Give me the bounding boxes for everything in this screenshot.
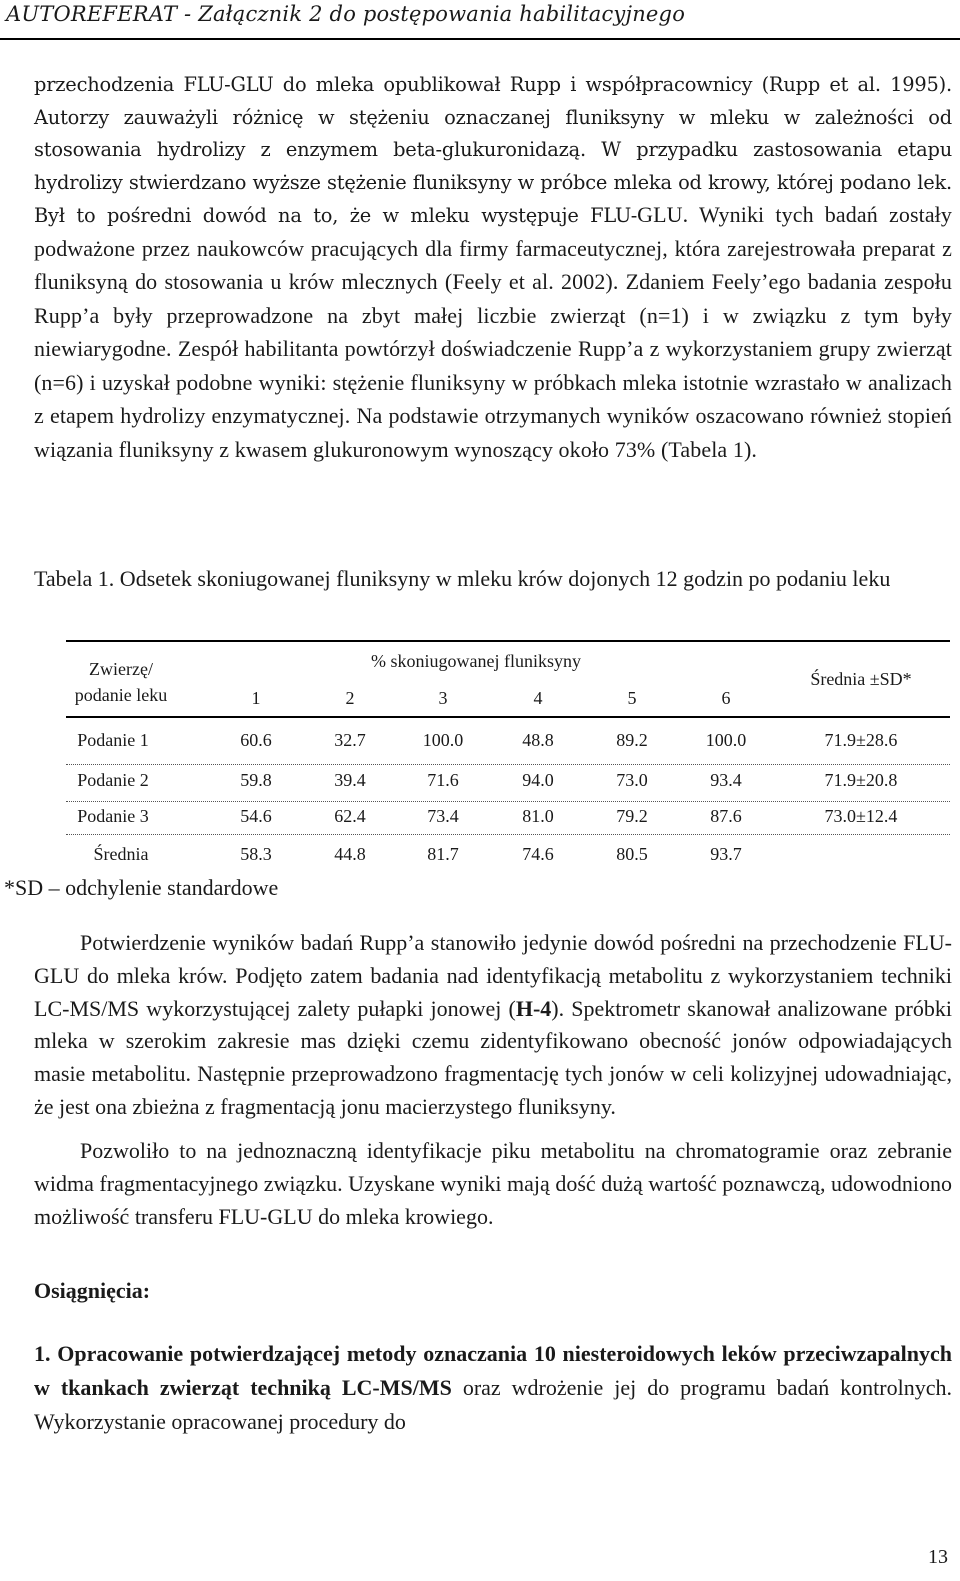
table-cell: 87.6 (710, 806, 742, 826)
row-label: Średnia (93, 844, 149, 864)
animal-header: 1 (251, 688, 261, 708)
table-cell: 58.3 (240, 844, 272, 864)
table-caption: Tabela 1. Odsetek skoniugowanej fluniksyny w mleku krów dojonych 12 godzin po podaniu leku (34, 566, 891, 591)
achievement-item (34, 1337, 952, 1439)
animal-header: 5 (627, 688, 637, 708)
table-cell: 59.8 (240, 770, 272, 790)
row-label: Podanie 3 (77, 806, 149, 826)
row-divider (66, 834, 950, 835)
table-cell: 80.5 (616, 844, 648, 864)
table-mean: 71.9±20.8 (824, 770, 898, 790)
intro-text: przechodzenia FLU-GLU do mleka opublikował Rupp i współpracownicy (Rupp et al. 1995). Autorzy zauważyli różnicę w stężeniu oznaczanej fluniksyny w mleku w zależności od stosowania hydrolizy z enzymem beta-glukuronidazą. W przypadku zastosowania etapu hydrolizy stwierdzano wyższe stężenie fluniksyny w próbce mleka od krowy, której podano lek. Był to pośredni dowód na to, że w mleku występuje FLU- (34, 73, 952, 227)
table-cell: 60.6 (240, 730, 272, 750)
mean-header: Średnia ±SD* (810, 669, 912, 689)
paragraph-identification: Pozwoliło to na jednoznaczną identyfikacje piku metabolitu na chromatogramie oraz zebranie widma fragmentacyjnego związku. Uzyskane wyniki mają dość dużą wartość poznawczą, udowodniono możliwość transferu FLU-GLU do mleka krowiego. (34, 1138, 952, 1229)
row-header: Zwierzę/ podanie leku (74, 659, 168, 705)
paragraph-confirmation (34, 927, 952, 1124)
table-cell: 54.6 (240, 806, 272, 826)
item-number: 1. (34, 1341, 51, 1366)
achievements-heading: Osiągnięcia: (34, 1278, 151, 1303)
table-cell: 100.0 (705, 730, 747, 750)
table-cell: 48.8 (522, 730, 554, 750)
table-top-rule (66, 640, 950, 642)
data-table (66, 640, 950, 868)
table-cell: 93.4 (710, 770, 742, 790)
animal-header: 4 (533, 688, 543, 708)
row-divider (66, 764, 950, 765)
table-cell: 89.2 (616, 730, 648, 750)
table-cell: 100.0 (422, 730, 464, 750)
group-header: % skoniugowanej fluniksyny (371, 651, 581, 671)
paragraph-text: ). Spektrometr skanował analizowane próbki mleka w szerokim zakresie mas dzięki czemu zidentyfikowano obecność jonów odpowiadających masie metabolitu. Następnie przeprowadzono fragmentację tych jonów w celi kolizyjnej udowadniając, że jest ona zbieżna z fragmentacją jonu macierzystego fluniksyny. (34, 995, 952, 1119)
table-cell: 81.7 (427, 844, 459, 864)
row-label: Podanie 1 (77, 730, 149, 750)
reference-link: H-4 (515, 995, 552, 1021)
animal-header: 3 (438, 688, 448, 708)
table-cell: 94.0 (522, 770, 554, 790)
table-cell: 74.6 (522, 844, 554, 864)
table-cell: 73.0 (616, 770, 648, 790)
table-mean: 71.9±28.6 (824, 730, 898, 750)
page-number: 13 (928, 1546, 948, 1568)
table-cell: 79.2 (616, 806, 648, 826)
table-footnote: *SD – odchylenie standardowe (4, 875, 279, 900)
table-cell: 81.0 (522, 806, 554, 826)
item-text: oraz wdrożenie jej do programu badań kontrolnych. Wykorzystanie opracowanej procedury do (34, 1375, 952, 1434)
table-cell: 73.4 (427, 806, 459, 826)
table-cell: 44.8 (334, 844, 366, 864)
header-rule (0, 38, 960, 40)
table-cell: 93.7 (710, 844, 742, 864)
table-cell: 32.7 (334, 730, 366, 750)
table-cell: 71.6 (427, 770, 459, 790)
paragraph-text: Potwierdzenie wyników badań Rupp’a stanowiło jedynie dowód pośredni na przechodzenie FLU-GLU do mleka krów. Podjęto zatem badania nad identyfikacją metabolitu z wykorzystaniem techniki LC-MS/MS wykorzystującej zalety pułapki jonowej ( (34, 930, 952, 1021)
row-label: Podanie 2 (77, 770, 149, 790)
row-divider (66, 801, 950, 802)
page-header: AUTOREFERAT - Załącznik 2 do postępowania habilitacyjnego (6, 2, 686, 26)
intro-paragraph (34, 69, 952, 467)
item-title: Opracowanie potwierdzającej metody oznaczania 10 niesteroidowych leków przeciwzapalnych w tkankach zwierząt techniką LC-MS/MS (34, 1341, 953, 1400)
intro-continuation: GLU. Wyniki tych badań zostały podważone przez naukowców pracujących dla firmy farmaceutycznej, która zarejestrowała preparat z fluniksyną do stosowania u krów mlecznych (Feely et al. 2002). Zdaniem Feely’ego badania zespołu Rupp’a były przeprowadzone na zbyt małej liczbie zwierząt (n=1) i w związku z tym były niewiarygodne. Zespół habilitanta powtórzył doświadczenie Rupp’a z wykorzystaniem grupy zwierząt (n=6) i uzyskał podobne wyniki: stężenie fluniksyny w próbkach mleka istotnie wzrastało w analizach z etapem hydrolizy enzymatycznej. Na podstawie otrzymanych wyników oszacowano również stopień wiązania fluniksyny z kwasem glukuronowym wynoszący około 73% (Tabela 1). (34, 202, 952, 462)
table-cell: 62.4 (334, 806, 366, 826)
animal-header: 6 (721, 688, 731, 708)
header-rule-table (66, 716, 950, 718)
table-mean: 73.0±12.4 (824, 806, 898, 826)
animal-header: 2 (345, 688, 355, 708)
table-cell: 39.4 (334, 770, 366, 790)
